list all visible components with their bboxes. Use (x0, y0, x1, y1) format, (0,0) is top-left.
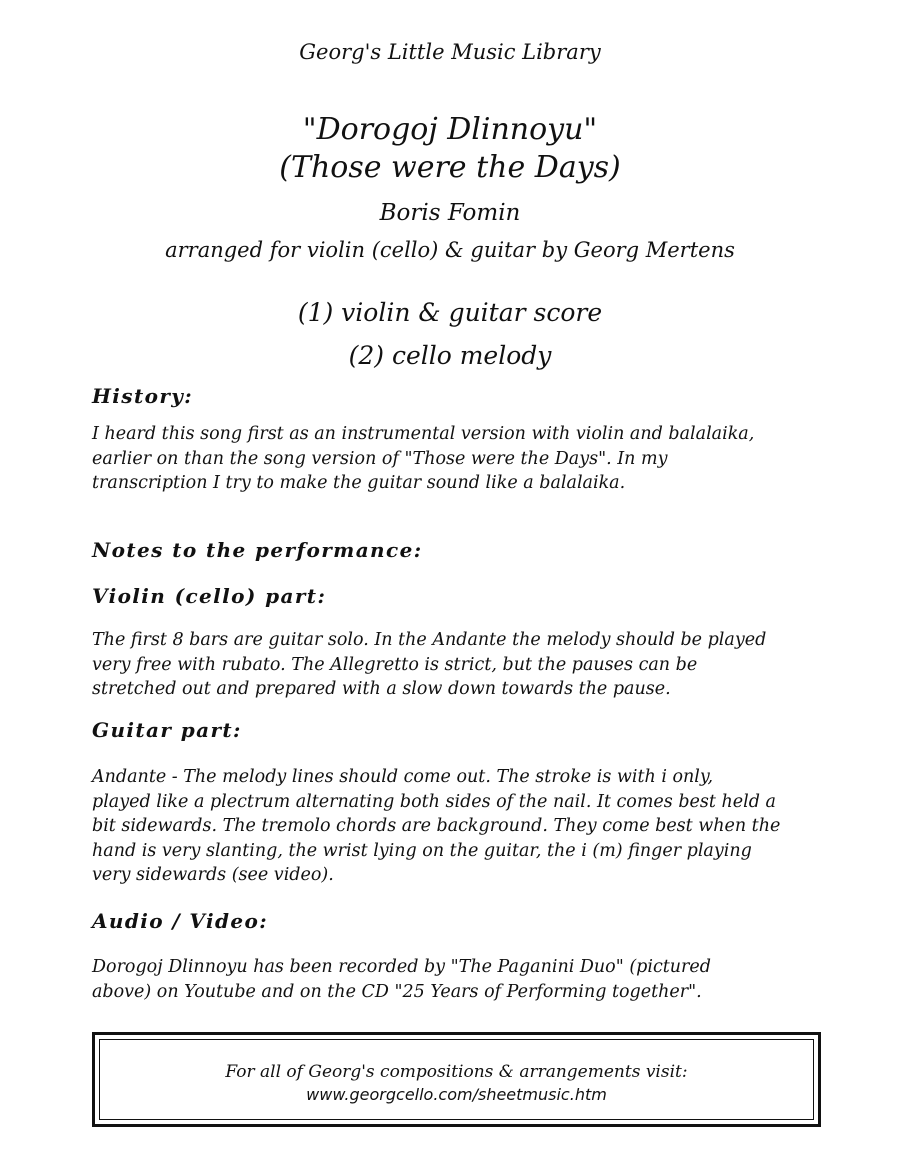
text-line: transcription I try to make the guitar sound like a balalaika. (92, 473, 626, 493)
guitar-part-heading: Guitar part: (92, 718, 242, 742)
text-line: earlier on than the song version of "Those were the Days". In my (92, 448, 668, 469)
text-line: very sidewards (see video). (92, 865, 334, 885)
text-line: Dorogoj Dlinnoyu has been recorded by "The Paganini Duo" (pictured (92, 957, 711, 977)
history-text (92, 422, 822, 496)
text-line: hand is very slanting, the wrist lying on the guitar, the i (m) finger playing (92, 840, 752, 861)
audio-video-heading: Audio / Video: (92, 909, 269, 933)
text-line: bit sidewards. The tremolo chords are background. They come best when the (92, 816, 781, 836)
footer-message: For all of Georg's compositions & arrangements visit: (225, 1062, 688, 1082)
violin-part-text (92, 628, 822, 702)
title-line-1: "Dorogoj Dlinnoyu" (302, 112, 598, 147)
text-line: played like a plectrum alternating both sides of the nail. It comes best held a (92, 791, 776, 812)
arranger-credit: arranged for violin (cello) & guitar by Georg Mertens (165, 238, 735, 262)
guitar-part-text (92, 765, 822, 888)
contents-item-2: (2) cello melody (348, 341, 552, 370)
footer-box (92, 1032, 821, 1127)
violin-part-heading: Violin (cello) part: (92, 584, 327, 608)
text-line: very free with rubato. The Allegretto is strict, but the pauses can be (92, 654, 698, 675)
title-line-2: (Those were the Days) (279, 150, 621, 185)
text-line: stretched out and prepared with a slow down towards the pause. (92, 679, 671, 699)
history-heading: History: (92, 384, 194, 408)
text-line: I heard this song first as an instrumental version with violin and balalaika, (92, 424, 755, 444)
composer: Boris Fomin (379, 200, 521, 226)
contents-item-1: (1) violin & guitar score (297, 298, 603, 327)
text-line: The first 8 bars are guitar solo. In the Andante the melody should be played (92, 630, 767, 650)
text-line: Andante - The melody lines should come out. The stroke is with i only, (92, 767, 714, 787)
footer-inner-border (99, 1039, 814, 1120)
footer-url-link[interactable]: www.georgcello.com/sheetmusic.htm (306, 1085, 607, 1104)
text-line: above) on Youtube and on the CD "25 Years of Performing together". (92, 981, 702, 1002)
notes-heading: Notes to the performance: (92, 538, 423, 562)
audio-video-text (92, 955, 822, 1004)
library-name: Georg's Little Music Library (299, 40, 601, 64)
